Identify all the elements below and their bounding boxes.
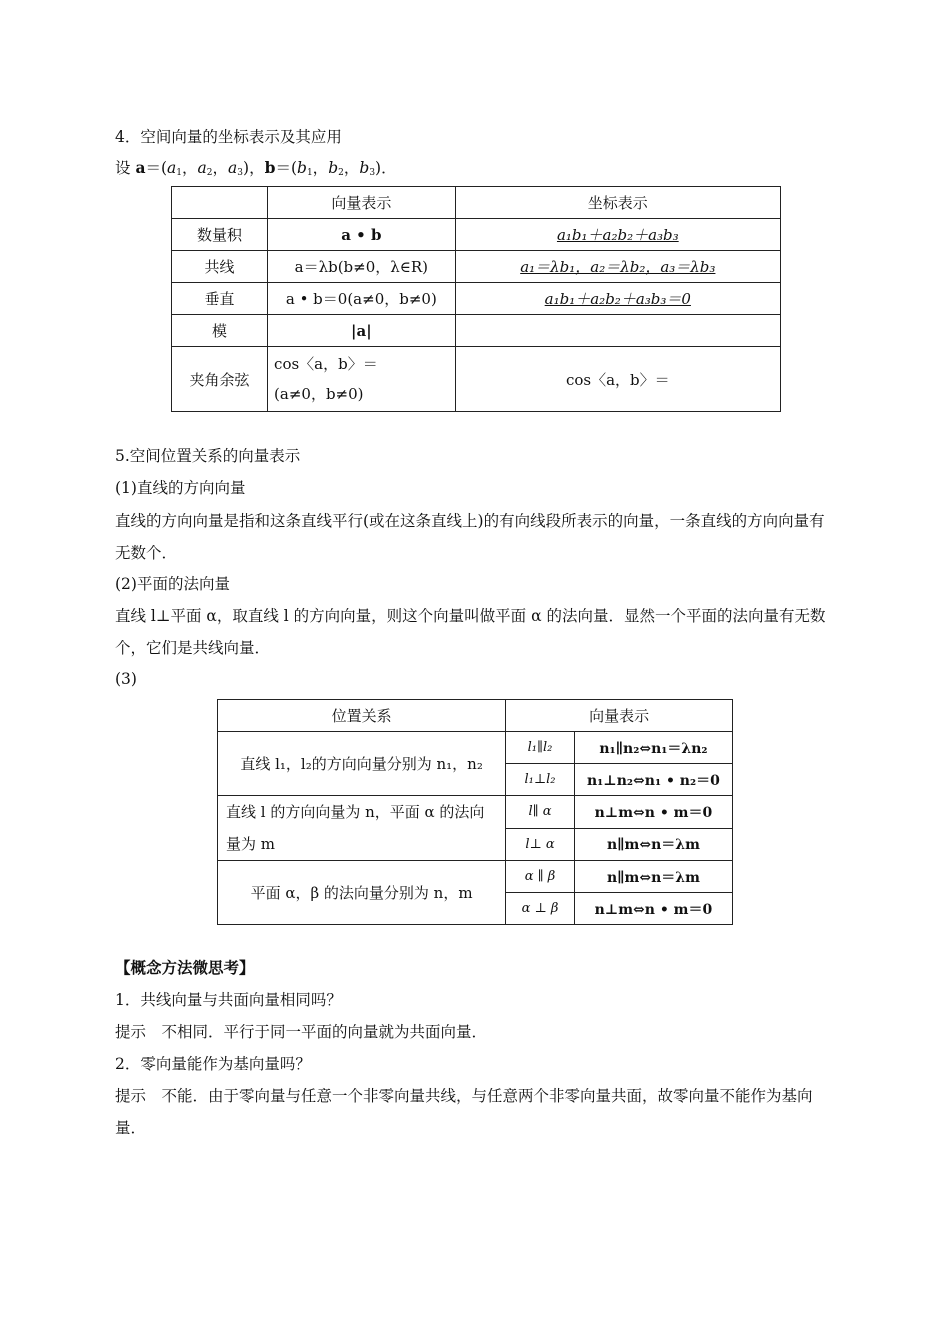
a1: a <box>167 159 177 177</box>
a3: a <box>228 159 238 177</box>
header-cell: 坐标表示 <box>455 187 780 219</box>
sub-3: 3 <box>237 168 244 178</box>
sub-1: 1 <box>176 168 183 178</box>
question-2: 2．零向量能作为基向量吗？ <box>115 1055 311 1073</box>
setup-prefix: 设 <box>115 159 136 177</box>
b2: b <box>328 159 339 177</box>
row-label: 数量积 <box>172 219 268 251</box>
comma: ， <box>212 159 229 177</box>
sub-2: 2 <box>206 168 213 178</box>
section-5-heading: 5.空间位置关系的向量表示 <box>115 447 301 465</box>
relation-description: 平面 α，β 的法向量分别为 n，m <box>218 861 506 925</box>
table-row <box>172 347 781 412</box>
position-relation-table <box>217 699 733 925</box>
relation-symbol: α ⊥ β <box>506 893 575 925</box>
table-header-row <box>172 187 781 219</box>
header-cell: 位置关系 <box>218 700 506 732</box>
coordinate-form: a₁b₁＋a₂b₂＋a₃b₃＝0 <box>455 283 780 315</box>
relation-symbol: α ∥ β <box>506 861 575 893</box>
setup-end: )． <box>375 159 397 177</box>
question-1: 1．共线向量与共面向量相同吗？ <box>115 991 342 1009</box>
b1: b <box>297 159 307 177</box>
vector-condition: n⊥m⇔n • m＝0 <box>574 893 732 925</box>
sub-3: 3 <box>369 168 376 178</box>
vector-condition: n₁⊥n₂⇔n₁ • n₂＝0 <box>574 764 732 796</box>
header-cell <box>172 187 268 219</box>
a2: a <box>197 159 207 177</box>
table-row <box>172 283 781 315</box>
vector-b: b <box>264 158 276 177</box>
table-row <box>172 219 781 251</box>
relation-description: 直线 l 的方向向量为 n，平面 α 的法向量为 m <box>218 796 506 861</box>
row-label: 垂直 <box>172 283 268 315</box>
cos-line-2: (a≠0，b≠0) <box>274 385 364 403</box>
vector-form <box>268 347 456 412</box>
row-label: 模 <box>172 315 268 347</box>
answer-1: 提示 不相同．平行于同一平面的向量就为共面向量． <box>115 1023 488 1041</box>
paragraph-normal-vector: 直线 l⊥平面 α，取直线 l 的方向向量，则这个向量叫做平面 α 的法向量．显然一个平面的法向量有无数个，它们是共线向量． <box>115 607 826 657</box>
comma: ， <box>343 159 360 177</box>
section-4-heading: 4．空间向量的坐标表示及其应用 <box>115 128 342 146</box>
table-row <box>218 732 733 764</box>
header-cell: 向量表示 <box>268 187 456 219</box>
relation-description: 直线 l₁，l₂的方向向量分别为 n₁，n₂ <box>218 732 506 796</box>
relation-symbol: l₁∥l₂ <box>506 732 575 764</box>
sub-2: 2 <box>338 168 344 178</box>
row-label: 共线 <box>172 251 268 283</box>
vector-form: a＝λb(b≠0，λ∈R) <box>268 251 456 283</box>
subheading-direction-vector: (1)直线的方向向量 <box>115 479 246 497</box>
comma: ， <box>312 159 329 177</box>
sub-1: 1 <box>306 168 313 178</box>
coordinate-form: a₁b₁＋a₂b₂＋a₃b₃ <box>455 219 780 251</box>
vector-form: |a| <box>268 315 456 347</box>
table-row <box>172 315 781 347</box>
coordinate-form: cos〈a，b〉＝ <box>455 347 780 412</box>
table-row <box>172 251 781 283</box>
vector-condition: n₁∥n₂⇔n₁＝λn₂ <box>574 732 732 764</box>
b3: b <box>359 159 370 177</box>
vector-condition: n∥m⇔n＝λm <box>574 861 732 893</box>
subheading-normal-vector: (2)平面的法向量 <box>115 575 230 593</box>
relation-symbol: l⊥ α <box>506 828 575 861</box>
subheading-3: (3) <box>115 670 137 688</box>
table-header-row <box>218 700 733 732</box>
relation-symbol: l∥ α <box>506 796 575 829</box>
think-title: 【概念方法微思考】 <box>115 958 255 977</box>
vector-form: a • b＝0(a≠0，b≠0) <box>268 283 456 315</box>
setup-mid2: )， <box>243 159 265 177</box>
coordinate-table <box>171 186 781 412</box>
vector-definition <box>115 157 397 179</box>
vector-condition: n⊥m⇔n • m＝0 <box>574 796 732 829</box>
setup-mid: ＝( <box>145 159 168 177</box>
coordinate-form <box>455 315 780 347</box>
vector-condition: n∥m⇔n＝λm <box>574 828 732 861</box>
answer-2: 提示 不能．由于零向量与任意一个非零向量共线，与任意两个非零向量共面，故零向量不能作为基向量． <box>115 1087 813 1137</box>
setup-mid3: ＝( <box>275 159 297 177</box>
table-row <box>218 796 733 829</box>
table-row <box>218 861 733 893</box>
comma: ， <box>182 159 198 177</box>
vector-a: a <box>135 158 146 177</box>
vector-form: a • b <box>268 219 456 251</box>
row-label: 夹角余弦 <box>172 347 268 412</box>
paragraph-direction-vector: 直线的方向向量是指和这条直线平行(或在这条直线上)的有向线段所表示的向量，一条直线的方向向量有无数个． <box>115 512 825 562</box>
coordinate-form: a₁＝λb₁，a₂＝λb₂，a₃＝λb₃ <box>455 251 780 283</box>
header-cell: 向量表示 <box>506 700 733 732</box>
relation-symbol: l₁⊥l₂ <box>506 764 575 796</box>
cos-line-1: cos〈a，b〉＝ <box>274 355 378 373</box>
